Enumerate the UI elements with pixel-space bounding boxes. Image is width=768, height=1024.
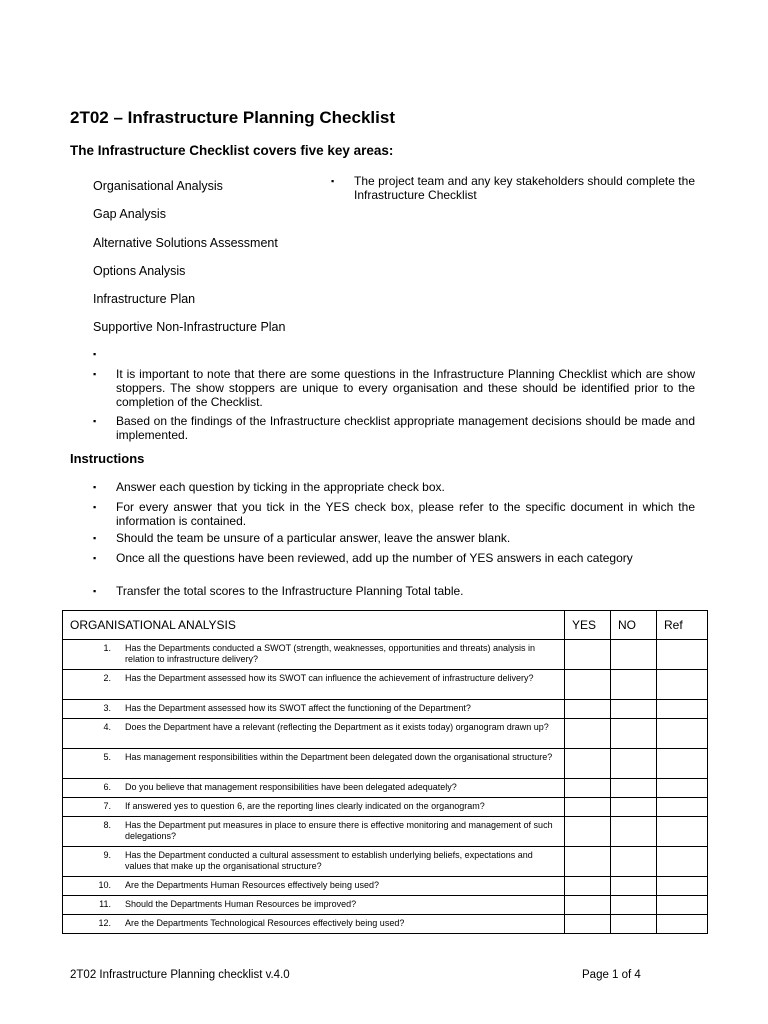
no-check-box[interactable] bbox=[611, 749, 657, 779]
question-number: 8. bbox=[63, 817, 118, 847]
question-text: Do you believe that management responsibilities have been delegated adequately? bbox=[117, 779, 565, 798]
table-row bbox=[63, 640, 708, 670]
no-check-box[interactable] bbox=[611, 719, 657, 749]
note-text: Based on the findings of the Infrastructure checklist appropriate management decisions should be made and implemented. bbox=[116, 414, 695, 442]
yes-check-box[interactable] bbox=[565, 719, 611, 749]
no-check-box[interactable] bbox=[611, 700, 657, 719]
instruction-text: Should the team be unsure of a particular answer, leave the answer blank. bbox=[116, 531, 511, 545]
ref-column-header: Ref bbox=[657, 611, 708, 640]
question-number: 9. bbox=[63, 847, 118, 877]
table-row bbox=[63, 877, 708, 896]
bullet-icon: ▪ bbox=[93, 482, 97, 492]
section-header: ORGANISATIONAL ANALYSIS bbox=[63, 611, 565, 640]
instruction-text: Answer each question by ticking in the appropriate check box. bbox=[116, 480, 445, 494]
organisational-analysis-table bbox=[62, 610, 708, 934]
instruction-item bbox=[93, 531, 695, 545]
yes-check-box[interactable] bbox=[565, 896, 611, 915]
question-text: Has the Department put measures in place to ensure there is effective monitoring and management of such delegations? bbox=[117, 817, 565, 847]
footer-document-name: 2T02 Infrastructure Planning checklist v.4.0 bbox=[70, 969, 290, 981]
yes-check-box[interactable] bbox=[565, 700, 611, 719]
no-column-header: NO bbox=[611, 611, 657, 640]
no-check-box[interactable] bbox=[611, 847, 657, 877]
question-number: 10. bbox=[63, 877, 118, 896]
table-row bbox=[63, 719, 708, 749]
bullet-icon: ▪ bbox=[93, 553, 97, 563]
stakeholder-note bbox=[331, 174, 695, 202]
no-check-box[interactable] bbox=[611, 915, 657, 934]
question-text: Does the Department have a relevant (reflecting the Department as it exists today) organogram drawn up? bbox=[117, 719, 565, 749]
no-check-box[interactable] bbox=[611, 877, 657, 896]
ref-cell[interactable] bbox=[657, 847, 708, 877]
ref-cell[interactable] bbox=[657, 640, 708, 670]
table-row bbox=[63, 915, 708, 934]
yes-check-box[interactable] bbox=[565, 798, 611, 817]
no-check-box[interactable] bbox=[611, 779, 657, 798]
question-text: Has the Department assessed how its SWOT affect the functioning of the Department? bbox=[117, 700, 565, 719]
ref-cell[interactable] bbox=[657, 700, 708, 719]
question-text: Has the Department conducted a cultural assessment to establish underlying beliefs, expectations and values that make up the organisational structure? bbox=[117, 847, 565, 877]
question-text: Has management responsibilities within the Department been delegated down the organisational structure? bbox=[117, 749, 565, 779]
question-number: 6. bbox=[63, 779, 118, 798]
instruction-item bbox=[93, 551, 695, 565]
ref-cell[interactable] bbox=[657, 817, 708, 847]
yes-check-box[interactable] bbox=[565, 817, 611, 847]
question-text: Has the Department assessed how its SWOT can influence the achievement of infrastructure delivery? bbox=[117, 670, 565, 700]
note-text: It is important to note that there are some questions in the Infrastructure Planning Checklist which are show stoppers. The show stoppers are unique to every organisation and these should be identified prior to the completion of the Checklist. bbox=[116, 367, 695, 409]
bullet-icon: ▪ bbox=[331, 176, 335, 186]
instruction-text: For every answer that you tick in the YES check box, please refer to the specific document in which the information is contained. bbox=[116, 500, 695, 528]
ref-cell[interactable] bbox=[657, 779, 708, 798]
instruction-text: Transfer the total scores to the Infrastructure Planning Total table. bbox=[116, 584, 464, 598]
ref-cell[interactable] bbox=[657, 749, 708, 779]
list-item: Alternative Solutions Assessment bbox=[93, 235, 278, 250]
question-number: 2. bbox=[63, 670, 118, 700]
instruction-text: Once all the questions have been reviewed, add up the number of YES answers in each category bbox=[116, 551, 633, 565]
note-text: The project team and any key stakeholders should complete the Infrastructure Checklist bbox=[354, 174, 695, 202]
bullet-icon: ▪ bbox=[93, 502, 97, 512]
table-row bbox=[63, 749, 708, 779]
no-check-box[interactable] bbox=[611, 670, 657, 700]
ref-cell[interactable] bbox=[657, 719, 708, 749]
question-text: Are the Departments Technological Resources effectively being used? bbox=[117, 915, 565, 934]
question-number: 5. bbox=[63, 749, 118, 779]
footer-page-number: Page 1 of 4 bbox=[582, 969, 641, 981]
table-row bbox=[63, 700, 708, 719]
question-number: 11. bbox=[63, 896, 118, 915]
no-check-box[interactable] bbox=[611, 817, 657, 847]
instruction-item bbox=[93, 584, 695, 598]
yes-check-box[interactable] bbox=[565, 877, 611, 896]
instruction-item bbox=[93, 480, 695, 494]
yes-check-box[interactable] bbox=[565, 915, 611, 934]
table-row bbox=[63, 779, 708, 798]
question-text: Are the Departments Human Resources effectively being used? bbox=[117, 877, 565, 896]
no-check-box[interactable] bbox=[611, 798, 657, 817]
question-text: If answered yes to question 6, are the reporting lines clearly indicated on the organogram? bbox=[117, 798, 565, 817]
list-item: Gap Analysis bbox=[93, 207, 166, 222]
list-item: Infrastructure Plan bbox=[93, 292, 196, 307]
table-row bbox=[63, 817, 708, 847]
list-item: Supportive Non-Infrastructure Plan bbox=[93, 320, 286, 335]
yes-check-box[interactable] bbox=[565, 670, 611, 700]
question-number: 12. bbox=[63, 915, 118, 934]
yes-check-box[interactable] bbox=[565, 847, 611, 877]
bullet-icon: ▪ bbox=[93, 586, 97, 596]
page-title: 2T02 – Infrastructure Planning Checklist bbox=[70, 108, 395, 127]
no-check-box[interactable] bbox=[611, 896, 657, 915]
table-row bbox=[63, 896, 708, 915]
table-header-row bbox=[63, 611, 708, 640]
instructions-heading: Instructions bbox=[70, 451, 145, 466]
table-row bbox=[63, 670, 708, 700]
question-number: 4. bbox=[63, 719, 118, 749]
ref-cell[interactable] bbox=[657, 798, 708, 817]
no-check-box[interactable] bbox=[611, 640, 657, 670]
table-row bbox=[63, 798, 708, 817]
question-text: Has the Departments conducted a SWOT (strength, weaknesses, opportunities and threats) analysis in relation to infrastructure delivery? bbox=[117, 640, 565, 670]
note-item-findings bbox=[93, 414, 695, 442]
yes-check-box[interactable] bbox=[565, 749, 611, 779]
yes-check-box[interactable] bbox=[565, 779, 611, 798]
ref-cell[interactable] bbox=[657, 670, 708, 700]
yes-column-header: YES bbox=[565, 611, 611, 640]
question-number: 1. bbox=[63, 640, 118, 670]
table-row bbox=[63, 847, 708, 877]
section-subtitle: The Infrastructure Checklist covers five key areas: bbox=[70, 143, 394, 158]
ref-cell[interactable] bbox=[657, 896, 708, 915]
bullet-icon: ▪ bbox=[93, 416, 97, 426]
yes-check-box[interactable] bbox=[565, 640, 611, 670]
note-item-show-stoppers bbox=[93, 367, 695, 409]
ref-cell[interactable] bbox=[657, 877, 708, 896]
instruction-item bbox=[93, 500, 695, 528]
key-areas-list bbox=[93, 178, 333, 348]
question-number: 3. bbox=[63, 700, 118, 719]
ref-cell[interactable] bbox=[657, 915, 708, 934]
bullet-icon: ▪ bbox=[93, 533, 97, 543]
question-text: Should the Departments Human Resources be improved? bbox=[117, 896, 565, 915]
bullet-icon: ▪ bbox=[93, 349, 97, 359]
list-item: Organisational Analysis bbox=[93, 179, 223, 193]
question-number: 7. bbox=[63, 798, 118, 817]
list-item: Options Analysis bbox=[93, 263, 186, 278]
bullet-icon: ▪ bbox=[93, 369, 97, 379]
